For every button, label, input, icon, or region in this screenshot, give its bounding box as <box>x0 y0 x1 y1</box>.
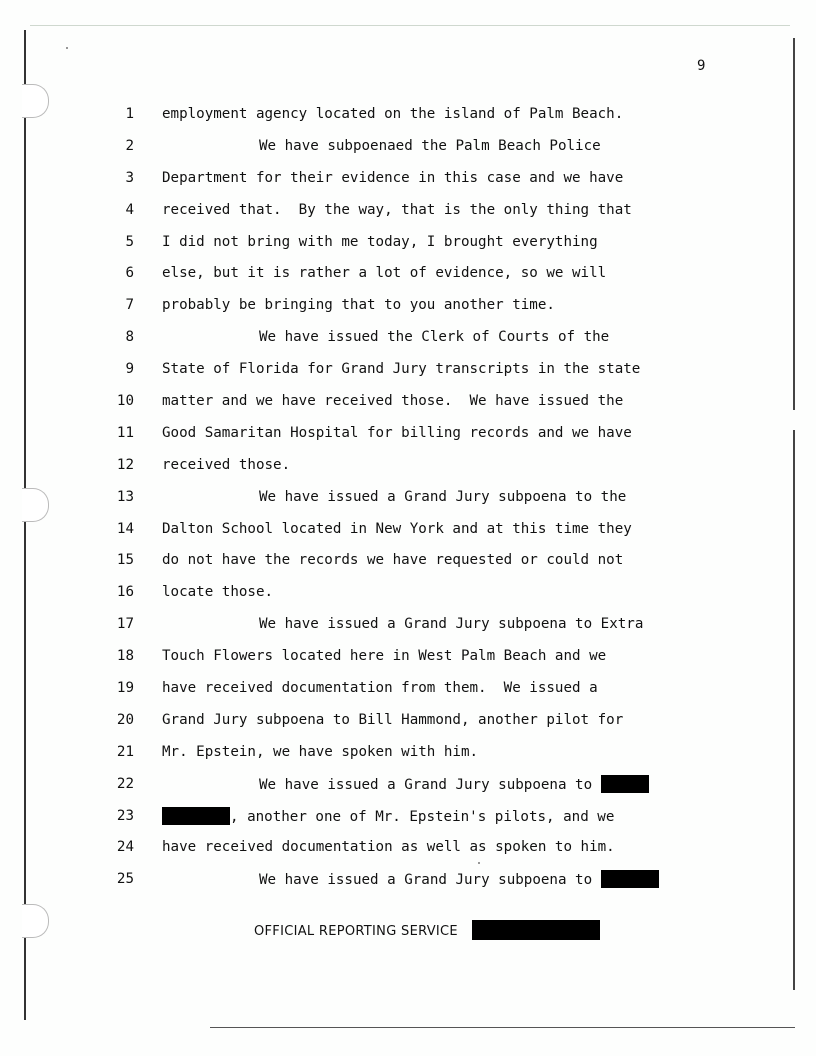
transcript-line <box>100 608 760 640</box>
scan-speck <box>66 47 68 49</box>
line-number: 22 <box>116 775 134 792</box>
transcript-line <box>100 289 760 321</box>
line-text: State of Florida for Grand Jury transcripts in the state <box>162 361 641 378</box>
line-text: locate those. <box>162 584 274 601</box>
transcript-line <box>100 353 760 385</box>
transcript-line <box>100 831 760 863</box>
line-number: 1 <box>125 105 134 122</box>
transcript-line <box>100 130 760 162</box>
line-text-with-redaction <box>162 807 614 825</box>
transcript-line <box>100 321 760 353</box>
transcript-line <box>100 417 760 449</box>
transcript-line <box>100 672 760 704</box>
line-number: 24 <box>116 839 134 856</box>
line-number: 4 <box>125 201 134 218</box>
line-number: 12 <box>116 456 134 473</box>
transcript-line <box>100 704 760 736</box>
line-text: Good Samaritan Hospital for billing records and we have <box>162 424 632 441</box>
redaction-box <box>472 920 600 940</box>
transcript-line <box>100 98 760 130</box>
transcript-line <box>100 194 760 226</box>
line-number: 20 <box>116 711 134 728</box>
line-number: 6 <box>125 265 134 282</box>
line-text: received that. By the way, that is the only thing that <box>162 201 632 218</box>
line-number: 8 <box>125 329 134 346</box>
line-text: have received documentation from them. We issued a <box>162 679 598 696</box>
line-number: 18 <box>116 648 134 665</box>
redaction-box <box>162 807 230 825</box>
line-text: We have issued the Clerk of Courts of the <box>259 329 610 346</box>
line-text: We have issued a Grand Jury subpoena to <box>259 872 601 889</box>
scan-edge-bottom <box>210 1027 795 1028</box>
punch-hole-bottom <box>22 904 49 938</box>
line-number: 3 <box>125 169 134 186</box>
line-number: 15 <box>116 552 134 569</box>
transcript-line <box>100 736 760 768</box>
transcript-line <box>100 863 760 895</box>
line-text: Mr. Epstein, we have spoken with him. <box>162 743 479 760</box>
line-text: Touch Flowers located here in West Palm Beach and we <box>162 648 607 665</box>
line-text: We have issued a Grand Jury subpoena to the <box>259 488 627 505</box>
transcript-line <box>100 481 760 513</box>
punch-hole-middle <box>22 488 49 522</box>
line-text: employment agency located on the island of Palm Beach. <box>162 105 624 122</box>
transcript-line <box>100 768 760 800</box>
transcript-line <box>100 449 760 481</box>
line-text: We have issued a Grand Jury subpoena to Extra <box>259 616 644 633</box>
page-number: 9 <box>697 58 706 74</box>
line-text: Department for their evidence in this case and we have <box>162 169 624 186</box>
line-number: 21 <box>116 743 134 760</box>
line-number: 25 <box>116 871 134 888</box>
line-number: 10 <box>116 392 134 409</box>
line-text: Dalton School located in New York and at this time they <box>162 520 632 537</box>
scan-edge-left <box>24 30 26 1020</box>
line-text: else, but it is rather a lot of evidence, so we will <box>162 265 607 282</box>
scan-edge-right <box>793 38 795 410</box>
line-text: , another one of Mr. Epstein's pilots, and we <box>230 808 615 825</box>
line-number: 13 <box>116 488 134 505</box>
redaction-box <box>601 775 649 793</box>
scan-edge-right-lower <box>793 430 795 990</box>
line-number: 5 <box>125 233 134 250</box>
line-number: 2 <box>125 137 134 154</box>
line-text-with-redaction <box>259 775 649 793</box>
line-number: 9 <box>125 361 134 378</box>
line-number: 17 <box>116 616 134 633</box>
redaction-box <box>601 870 659 888</box>
line-text: Grand Jury subpoena to Bill Hammond, another pilot for <box>162 711 624 728</box>
line-number: 14 <box>116 520 134 537</box>
transcript-line <box>100 257 760 289</box>
line-number: 19 <box>116 679 134 696</box>
transcript-line <box>100 162 760 194</box>
transcript-body <box>100 98 760 895</box>
line-text: We have issued a Grand Jury subpoena to <box>259 776 601 793</box>
line-text: do not have the records we have requested or could not <box>162 552 624 569</box>
line-text: have received documentation as well as spoken to him. <box>162 839 615 856</box>
transcript-line <box>100 544 760 576</box>
line-text: We have subpoenaed the Palm Beach Police <box>259 137 601 154</box>
transcript-line <box>100 385 760 417</box>
transcript-line <box>100 576 760 608</box>
transcript-line <box>100 800 760 832</box>
line-number: 7 <box>125 297 134 314</box>
line-text: probably be bringing that to you another time. <box>162 297 555 314</box>
reporter-footer <box>254 920 600 940</box>
transcript-line <box>100 513 760 545</box>
line-number: 11 <box>116 424 134 441</box>
scan-edge-top <box>30 25 790 26</box>
line-number: 23 <box>116 807 134 824</box>
line-text: matter and we have received those. We have issued the <box>162 392 624 409</box>
line-text: I did not bring with me today, I brought everything <box>162 233 598 250</box>
punch-hole-top <box>22 84 49 118</box>
transcript-line <box>100 640 760 672</box>
line-number: 16 <box>116 584 134 601</box>
transcript-line <box>100 226 760 258</box>
line-text: received those. <box>162 456 291 473</box>
footer-label: OFFICIAL REPORTING SERVICE <box>254 924 458 939</box>
line-text-with-redaction <box>259 870 659 888</box>
